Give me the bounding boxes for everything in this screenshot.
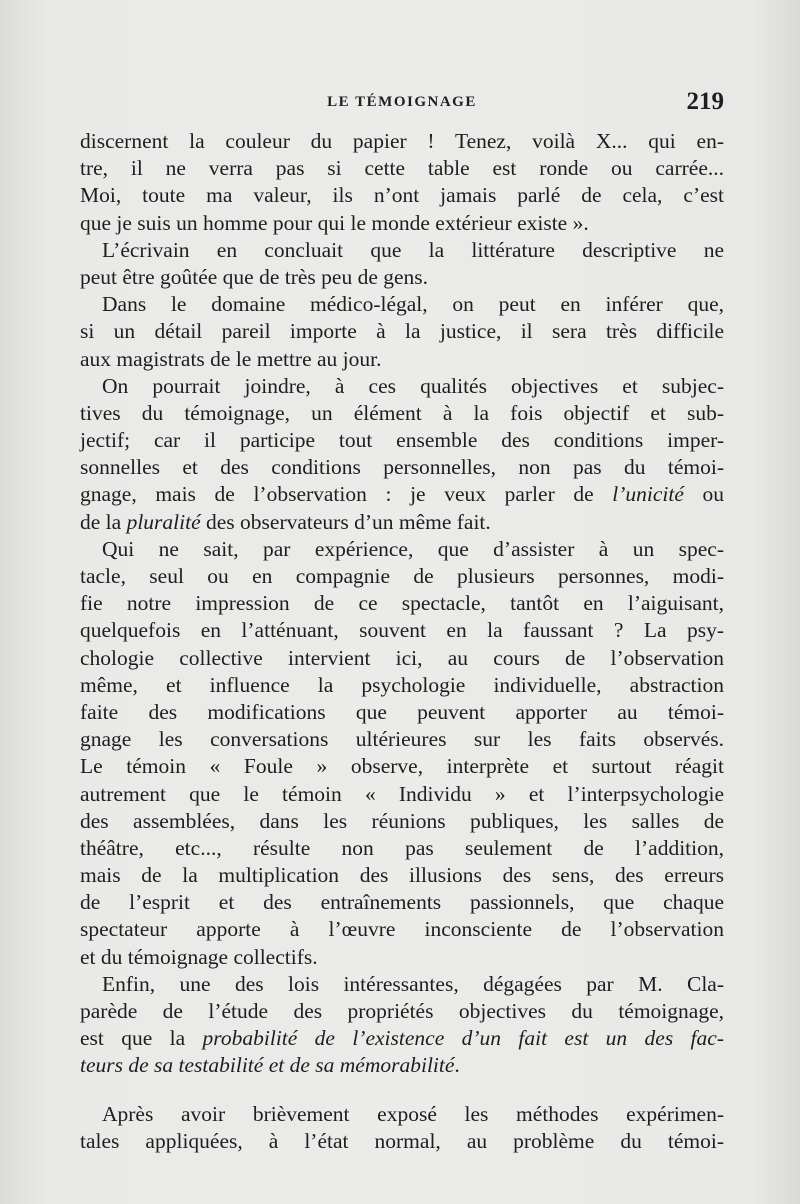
paragraph-gap <box>80 1080 724 1101</box>
page-header <box>80 88 724 122</box>
text-line: Après avoir brièvement exposé les méthodes expérimen- <box>102 1101 724 1126</box>
text-line: faite des modifications que peuvent apporter au témoi- <box>80 699 724 724</box>
text-line: chologie collective intervient ici, au cours de l’observation <box>80 645 724 670</box>
text-line: spectateur apporte à l’œuvre inconsciente de l’observation <box>80 917 724 942</box>
text-line: tre, il ne verra pas si cette table est ronde ou carrée... <box>80 156 724 181</box>
text-line: jectif; car il participe tout ensemble des conditions imper- <box>80 428 724 453</box>
body-text <box>80 128 724 1155</box>
text-line: Qui ne sait, par expérience, que d’assister à un spec- <box>102 536 724 561</box>
text-line: Le témoin « Foule » observe, interprète et surtout réagit <box>80 754 724 779</box>
text-line: fie notre impression de ce spectacle, tantôt en l’aiguisant, <box>80 591 724 616</box>
text-run: . <box>454 1053 460 1078</box>
text-line: L’écrivain en concluait que la littérature descriptive ne <box>102 237 724 262</box>
text-line: aux magistrats de le mettre au jour. <box>80 346 382 371</box>
text-line: des assemblées, dans les réunions publiques, les salles de <box>80 808 724 833</box>
text-line: Dans le domaine médico-légal, on peut en inférer que, <box>102 292 724 317</box>
text-line: si un détail pareil importe à la justice, il sera très difficile <box>80 319 724 344</box>
italic-term-unicite: l’unicité <box>612 482 684 507</box>
text-line: mais de la multiplication des illusions des sens, des erreurs <box>80 863 724 888</box>
text-line: peut être goûtée que de très peu de gens. <box>80 264 429 289</box>
text-line <box>80 509 724 536</box>
text-line <box>80 1025 724 1052</box>
text-line: tales appliquées, à l’état normal, au problème du témoi- <box>80 1128 724 1153</box>
text-line: même, et influence la psychologie individuelle, abstraction <box>80 672 724 697</box>
text-run: de la <box>80 509 127 534</box>
text-line <box>80 1052 724 1079</box>
text-line: tives du témoignage, un élément à la fois objectif et sub- <box>80 400 724 425</box>
text-line: Enfin, une des lois intéressantes, dégagées par M. Cla- <box>102 971 724 996</box>
text-run: est que la <box>80 1026 203 1051</box>
text-line: théâtre, etc..., résulte non pas seulement de l’addition, <box>80 835 724 860</box>
italic-law-statement: teurs de sa testabilité et de sa mémorabilité <box>80 1053 455 1078</box>
running-head: LE TÉMOIGNAGE <box>327 94 477 110</box>
text-line: discernent la couleur du papier ! Tenez, voilà X... qui en- <box>80 129 724 153</box>
italic-term-pluralite: pluralité <box>126 509 201 534</box>
text-line: que je suis un homme pour qui le monde extérieur existe ». <box>80 210 589 235</box>
text-line: tacle, seul ou en compagnie de plusieurs personnes, modi- <box>80 564 724 588</box>
text-line: sonnelles et des conditions personnelles, non pas du témoi- <box>80 455 724 480</box>
text-line: autrement que le témoin « Individu » et l’interpsychologie <box>80 781 724 806</box>
text-run: ou <box>683 482 724 507</box>
text-line: parède de l’étude des propriétés objectives du témoignage, <box>80 999 724 1023</box>
italic-law-statement: probabilité de l’existence d’un fait est un des fac- <box>202 1026 724 1051</box>
text-run: gnage, mais de l’observation : je veux parler de <box>80 482 613 507</box>
text-run: des observateurs d’un même fait. <box>200 509 491 534</box>
page-number: 219 <box>686 88 724 115</box>
text-line: quelquefois en l’atténuant, souvent en la faussant ? La psy- <box>80 618 724 643</box>
text-line: On pourrait joindre, à ces qualités objectives et subjec- <box>102 373 724 398</box>
text-line: gnage les conversations ultérieures sur les faits observés. <box>80 727 724 752</box>
text-line: de l’esprit et des entraînements passionnels, que chaque <box>80 890 724 915</box>
text-line <box>80 481 724 508</box>
text-line: et du témoignage collectifs. <box>80 944 318 969</box>
text-line: Moi, toute ma valeur, ils n’ont jamais parlé de cela, c’est <box>80 183 724 208</box>
